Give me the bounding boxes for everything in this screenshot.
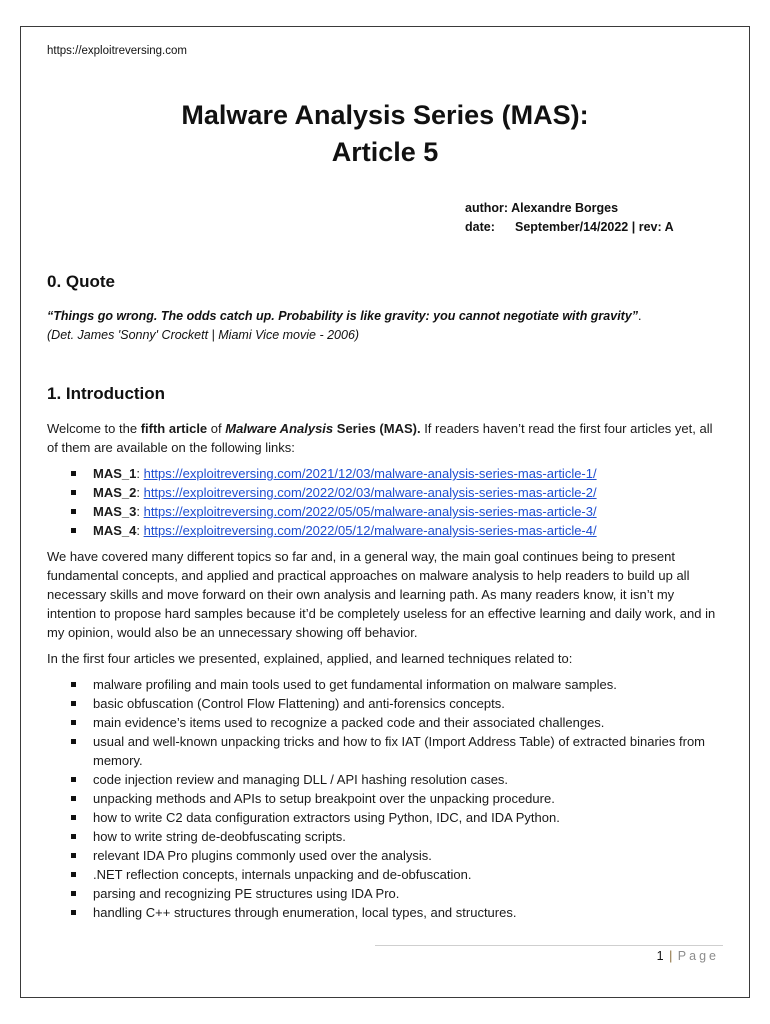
link-label: MAS_1 (93, 466, 137, 481)
quote-text: “Things go wrong. The odds catch up. Probability is like gravity: you cannot negotiate with gravity” (47, 309, 639, 323)
bullet-square-icon (71, 777, 76, 782)
bullet-square-icon (71, 528, 76, 533)
list-item (47, 789, 723, 808)
list-item (47, 808, 723, 827)
link-separator: : (136, 523, 144, 538)
quote-block (47, 307, 723, 345)
quote-end: . (638, 309, 642, 323)
link-separator: : (136, 485, 144, 500)
list-item (47, 675, 723, 694)
bullet-square-icon (71, 682, 76, 687)
p1-text-a: Welcome to the (47, 421, 141, 436)
article-links-list (47, 464, 723, 540)
quote-heading: 0. Quote (47, 272, 116, 291)
topic-text: code injection review and managing DLL / API hashing resolution cases. (93, 772, 509, 787)
link-label: MAS_4 (93, 523, 137, 538)
link-label: MAS_2 (93, 485, 137, 500)
p1-bold-italic-malware-analysis: Malware Analysis (225, 421, 334, 436)
list-item (47, 502, 723, 521)
intro-paragraph-2: We have covered many different topics so far and, in a general way, the main goal continues being to present fundamental concepts, and applied and practical approaches on malware analysis to help readers to build up all necessary skills and move forward on their own analysis and learning path. As many readers know, it isn’t my intention to propose hard samples because it’d be completely useless for an effective learning and daily work, and in my opinion, would also be an unnecessary showing off behavior. (47, 549, 716, 640)
introduction-heading: 1. Introduction (47, 384, 166, 403)
bullet-square-icon (71, 701, 76, 706)
page-number: 1 (656, 949, 664, 963)
list-item (47, 846, 723, 865)
list-item (47, 865, 723, 884)
topic-text: usual and well-known unpacking tricks and how to fix IAT (Import Address Table) of extracted binaries from memory. (93, 734, 706, 768)
title-line-1: Malware Analysis Series (MAS): (181, 100, 589, 130)
list-item (47, 884, 723, 903)
page-footer (657, 949, 719, 963)
topic-text: .NET reflection concepts, internals unpacking and de-obfuscation. (93, 867, 472, 882)
topic-text: main evidence’s items used to recognize a packed code and their associated challenges. (93, 715, 605, 730)
p1-text-f: If readers haven’t read the first four articles yet, all of them are available on the following links: (47, 421, 713, 455)
bullet-square-icon (71, 796, 76, 801)
p1-bold-series: Series (MAS). (333, 421, 421, 436)
article-link-mas-1[interactable]: https://exploitreversing.com/2021/12/03/malware-analysis-series-mas-article-1/ (143, 466, 597, 481)
header-url: https://exploitreversing.com (47, 45, 187, 57)
author-label: author: (465, 201, 509, 215)
page-word: Page (677, 949, 719, 963)
topic-text: handling C++ structures through enumeration, local types, and structures. (93, 905, 517, 920)
list-item (47, 694, 723, 713)
bullet-square-icon (71, 815, 76, 820)
bullet-square-icon (71, 834, 76, 839)
footer-divider (375, 945, 723, 946)
bullet-square-icon (71, 910, 76, 915)
list-item (47, 713, 723, 732)
topic-text: unpacking methods and APIs to setup breakpoint over the unpacking procedure. (93, 791, 555, 806)
p1-bold-fifth-article: fifth article (140, 421, 208, 436)
topic-text: basic obfuscation (Control Flow Flattening) and anti-forensics concepts. (93, 696, 505, 711)
bullet-square-icon (71, 509, 76, 514)
list-item (47, 770, 723, 789)
date-row (465, 218, 674, 237)
quote-source: (Det. James 'Sonny' Crockett | Miami Vice movie - 2006) (47, 328, 360, 342)
article-link-mas-2[interactable]: https://exploitreversing.com/2022/02/03/malware-analysis-series-mas-article-2/ (143, 485, 597, 500)
topics-list (47, 675, 723, 922)
link-label: MAS_3 (93, 504, 137, 519)
topic-text: how to write string de-deobfuscating scripts. (93, 829, 346, 844)
bullet-square-icon (71, 853, 76, 858)
footer-separator: | (669, 949, 673, 963)
bullet-square-icon (71, 872, 76, 877)
introduction-body (47, 419, 723, 929)
bullet-square-icon (71, 891, 76, 896)
quote-line (47, 307, 723, 326)
document-title (47, 97, 723, 171)
document-meta (465, 199, 674, 237)
bullet-square-icon (71, 490, 76, 495)
topic-text: relevant IDA Pro plugins commonly used over the analysis. (93, 848, 432, 863)
title-line-2: Article 5 (331, 137, 439, 167)
date-value: September/14/2022 | rev: A (515, 220, 674, 234)
link-separator: : (136, 504, 144, 519)
list-item (47, 483, 723, 502)
intro-paragraph-3: In the first four articles we presented, explained, applied, and learned techniques related to: (47, 651, 573, 666)
bullet-square-icon (71, 471, 76, 476)
author-row (465, 199, 674, 218)
list-item (47, 732, 723, 770)
bullet-square-icon (71, 720, 76, 725)
list-item (47, 464, 723, 483)
topic-text: how to write C2 data configuration extractors using Python, IDC, and IDA Python. (93, 810, 560, 825)
document-page (20, 26, 750, 998)
p1-text-c: of (207, 421, 226, 436)
date-label: date: (465, 220, 495, 234)
list-item (47, 827, 723, 846)
page-content (47, 27, 723, 997)
link-separator: : (136, 466, 144, 481)
article-link-mas-3[interactable]: https://exploitreversing.com/2022/05/05/malware-analysis-series-mas-article-3/ (143, 504, 597, 519)
list-item (47, 521, 723, 540)
list-item (47, 903, 723, 922)
article-link-mas-4[interactable]: https://exploitreversing.com/2022/05/12/malware-analysis-series-mas-article-4/ (143, 523, 597, 538)
topic-text: malware profiling and main tools used to get fundamental information on malware samples. (93, 677, 617, 692)
bullet-square-icon (71, 739, 76, 744)
author-value: Alexandre Borges (511, 201, 619, 215)
topic-text: parsing and recognizing PE structures using IDA Pro. (93, 886, 400, 901)
intro-paragraph-1 (47, 419, 723, 457)
